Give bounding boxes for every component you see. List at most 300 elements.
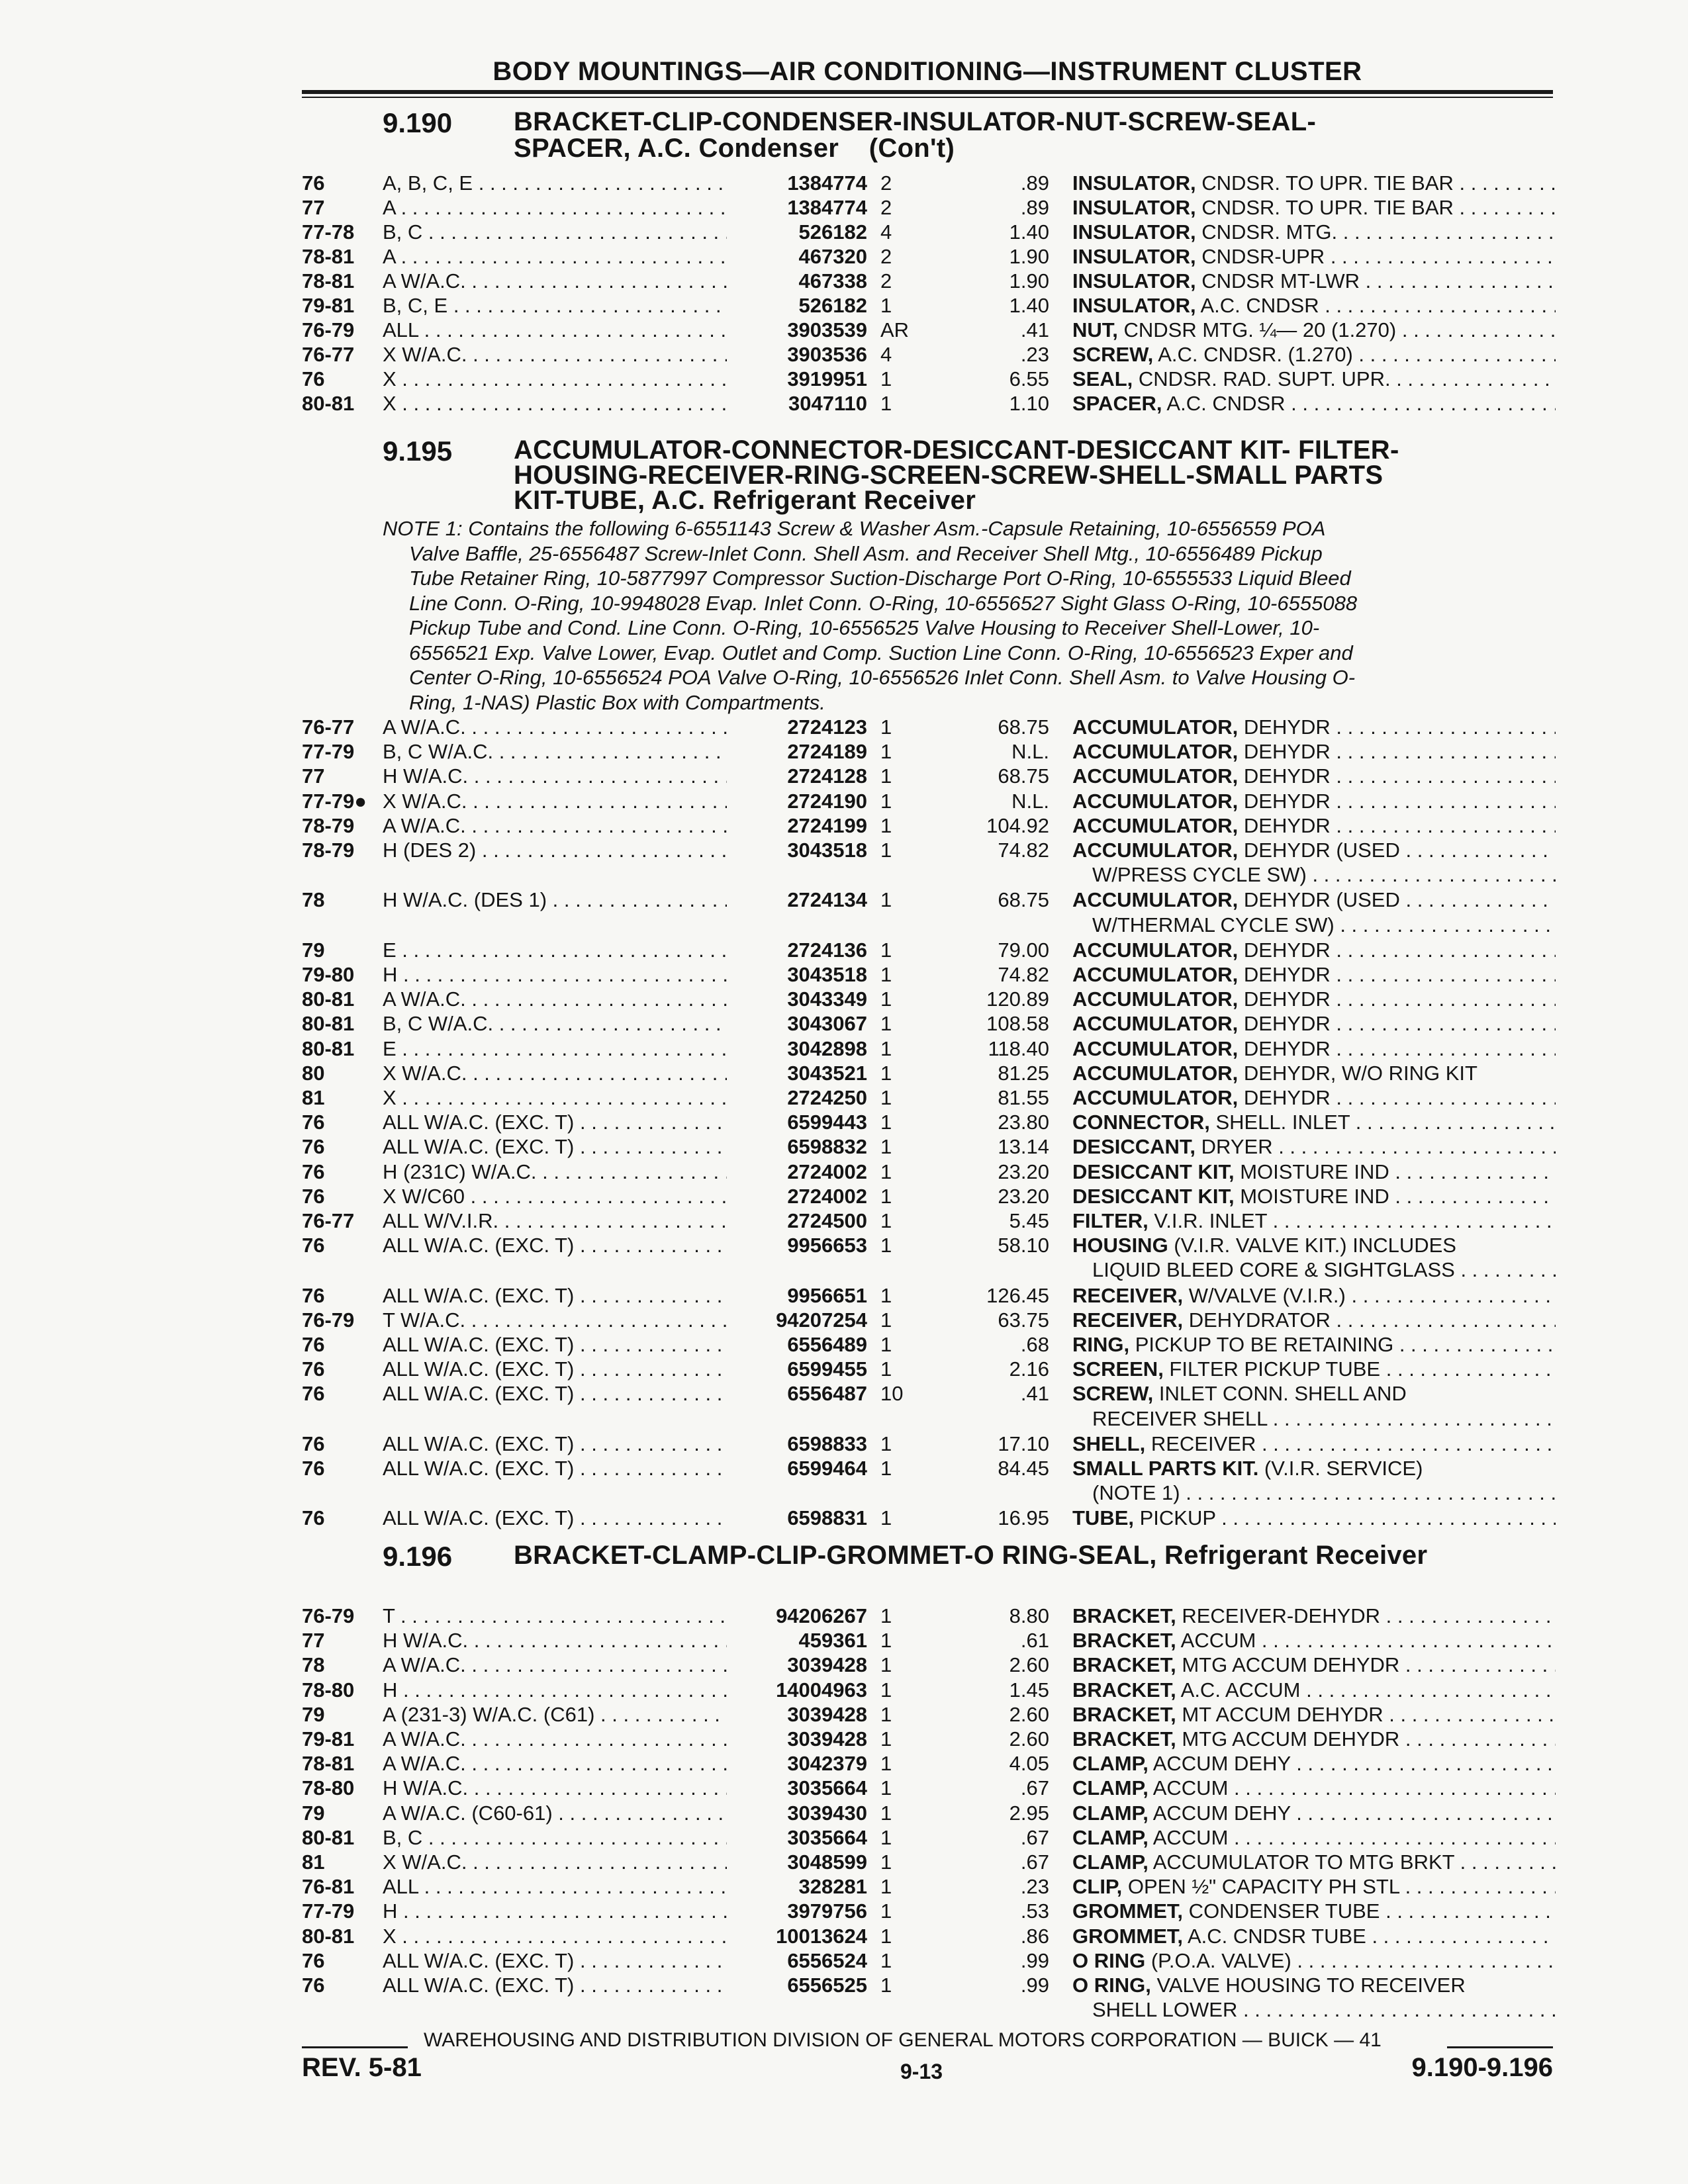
model-applicability: H (231C) W/A.C. . . . bbox=[383, 1160, 727, 1184]
part-number: 6599443 bbox=[787, 1111, 867, 1134]
quantity: 2 bbox=[880, 171, 892, 195]
part-description-continued: RECEIVER SHELL . . . bbox=[1092, 1406, 1556, 1431]
table-row bbox=[0, 962, 1688, 987]
price: 126.45 bbox=[986, 1283, 1049, 1307]
table-row bbox=[0, 1801, 1688, 1825]
table-row bbox=[0, 1776, 1688, 1800]
quantity: 1 bbox=[880, 1184, 892, 1208]
table-row bbox=[0, 195, 1688, 220]
model-applicability: X . . . bbox=[383, 1085, 727, 1110]
part-detail: MTG ACCUM DEHYDR bbox=[1176, 1727, 1400, 1751]
quantity: 1 bbox=[880, 1234, 892, 1257]
part-number: 3039428 bbox=[787, 1727, 867, 1751]
part-name: CLAMP, bbox=[1072, 1850, 1149, 1874]
part-number: 467338 bbox=[798, 269, 867, 293]
model-applicability: X W/A.C. . . . bbox=[383, 342, 727, 367]
part-name: ACCUMULATOR, bbox=[1072, 764, 1239, 788]
part-name: DESICCANT KIT, bbox=[1072, 1184, 1235, 1208]
model-years: 76 bbox=[302, 1948, 325, 1972]
quantity: 1 bbox=[880, 1678, 892, 1702]
quantity: 1 bbox=[880, 1776, 892, 1800]
table-row bbox=[0, 1332, 1688, 1357]
model-applicability: ALL W/A.C. (EXC. T) . . . bbox=[383, 1233, 727, 1257]
part-detail: CNDSR. TO UPR. TIE BAR bbox=[1196, 196, 1454, 219]
part-description bbox=[1072, 887, 1556, 912]
model-applicability: ALL W/A.C. (EXC. T) . . . bbox=[383, 1973, 727, 1997]
model-years: 80-81 bbox=[302, 987, 355, 1011]
quantity: 1 bbox=[880, 839, 892, 862]
part-number: 1384774 bbox=[787, 171, 867, 195]
part-name: INSULATOR, bbox=[1072, 245, 1196, 268]
part-description bbox=[1072, 813, 1556, 838]
part-number: 1384774 bbox=[787, 196, 867, 219]
model-years: 79-80 bbox=[302, 963, 355, 986]
part-detail: DEHYDR bbox=[1238, 987, 1331, 1011]
part-number: 3048599 bbox=[787, 1850, 867, 1874]
quantity: 1 bbox=[880, 715, 892, 739]
part-description bbox=[1072, 1801, 1556, 1825]
model-applicability: ALL W/A.C. (EXC. T) . . . bbox=[383, 1381, 727, 1406]
price: 1.90 bbox=[1009, 245, 1049, 268]
model-years: 76-79 bbox=[302, 1308, 355, 1332]
part-name: NUT, bbox=[1072, 318, 1118, 341]
price: 79.00 bbox=[998, 938, 1049, 962]
table-row bbox=[0, 1381, 1688, 1406]
model-applicability: B, C . . . bbox=[383, 1825, 727, 1850]
part-description bbox=[1072, 1332, 1556, 1357]
part-detail: MOISTURE IND bbox=[1234, 1184, 1389, 1208]
price: 2.16 bbox=[1009, 1357, 1049, 1381]
model-years: 76-79 bbox=[302, 1604, 355, 1627]
part-description bbox=[1072, 318, 1556, 342]
quantity: 1 bbox=[880, 1357, 892, 1381]
part-description bbox=[1072, 715, 1556, 739]
table-row bbox=[0, 367, 1688, 391]
quantity: 2 bbox=[880, 245, 892, 268]
part-number: 2724199 bbox=[787, 813, 867, 837]
model-applicability: E . . . bbox=[383, 1036, 727, 1061]
part-name: TUBE, bbox=[1072, 1506, 1134, 1530]
part-number: 2724002 bbox=[787, 1160, 867, 1183]
part-number: 6599455 bbox=[787, 1357, 867, 1381]
part-name: BRACKET, bbox=[1072, 1702, 1176, 1726]
model-applicability: T W/A.C. . . . bbox=[383, 1308, 727, 1332]
table-row bbox=[0, 1357, 1688, 1381]
quantity: 1 bbox=[880, 1333, 892, 1356]
part-detail: (V.I.R. VALVE KIT.) INCLUDES bbox=[1168, 1234, 1456, 1257]
quantity: 1 bbox=[880, 1850, 892, 1874]
part-name: BRACKET, bbox=[1072, 1604, 1176, 1627]
model-applicability: ALL W/A.C. (EXC. T) . . . bbox=[383, 1456, 727, 1480]
part-number: 526182 bbox=[798, 294, 867, 317]
part-name: INSULATOR, bbox=[1072, 196, 1196, 219]
section-title-line: SPACER, A.C. Condenser (Con't) bbox=[514, 134, 955, 163]
part-name: DESICCANT KIT, bbox=[1072, 1160, 1235, 1183]
model-years: 78 bbox=[302, 1653, 325, 1677]
section-title-line: KIT-TUBE, A.C. Refrigerant Receiver bbox=[514, 486, 976, 515]
part-description bbox=[1072, 1061, 1556, 1085]
part-name: ACCUMULATOR, bbox=[1072, 888, 1239, 912]
model-years: 77-79 bbox=[302, 1899, 355, 1923]
model-years: 79-81 bbox=[302, 294, 355, 317]
model-applicability: B, C W/A.C. . . . bbox=[383, 739, 727, 764]
part-description bbox=[1072, 838, 1556, 862]
quantity: 1 bbox=[880, 1506, 892, 1530]
model-years: 78 bbox=[302, 888, 325, 912]
model-applicability: X W/C60 . . . bbox=[383, 1184, 727, 1208]
part-detail: MT ACCUM DEHYDR bbox=[1176, 1702, 1383, 1726]
part-name: ACCUMULATOR, bbox=[1072, 740, 1239, 764]
part-detail: DEHYDR bbox=[1238, 789, 1331, 813]
quantity: 1 bbox=[880, 1974, 892, 1997]
quantity: 1 bbox=[880, 1308, 892, 1332]
model-years: 76 bbox=[302, 1974, 325, 1997]
part-description bbox=[1072, 367, 1556, 391]
part-description bbox=[1072, 1208, 1556, 1233]
note-line: Ring, 1-NAS) Plastic Box with Compartments. bbox=[409, 690, 825, 714]
model-applicability: H W/A.C. (DES 1) . . . bbox=[383, 887, 727, 912]
part-description bbox=[1072, 1456, 1556, 1480]
table-row bbox=[0, 938, 1688, 962]
part-description bbox=[1072, 1628, 1556, 1653]
part-name: O RING, bbox=[1072, 1974, 1151, 1997]
part-name: RING, bbox=[1072, 1333, 1130, 1356]
model-applicability: ALL W/A.C. (EXC. T) . . . bbox=[383, 1134, 727, 1159]
table-row bbox=[0, 1160, 1688, 1184]
part-detail: RECEIVER bbox=[1145, 1432, 1256, 1455]
model-years: 76 bbox=[302, 1382, 325, 1406]
section-range: 9.190-9.196 bbox=[1411, 2053, 1553, 2082]
part-number: 328281 bbox=[798, 1875, 867, 1899]
table-row bbox=[0, 1456, 1688, 1480]
part-name: BRACKET, bbox=[1072, 1678, 1176, 1702]
model-years: 80-81 bbox=[302, 392, 355, 415]
model-years: 80-81 bbox=[302, 1825, 355, 1849]
part-detail: MOISTURE IND bbox=[1234, 1160, 1389, 1183]
table-row bbox=[0, 1110, 1688, 1134]
table-row bbox=[0, 739, 1688, 764]
part-name: FILTER, bbox=[1072, 1209, 1149, 1232]
table-row bbox=[0, 1702, 1688, 1727]
quantity: 1 bbox=[880, 813, 892, 837]
table-row bbox=[0, 764, 1688, 788]
price: N.L. bbox=[1011, 789, 1049, 813]
price: 23.20 bbox=[998, 1160, 1049, 1183]
part-description bbox=[1072, 1110, 1556, 1134]
part-number: 2724002 bbox=[787, 1184, 867, 1208]
part-description bbox=[1072, 987, 1556, 1011]
part-description-continued: LIQUID BLEED CORE & SIGHTGLASS . . . bbox=[1092, 1257, 1556, 1282]
part-description bbox=[1072, 1948, 1556, 1973]
price: .41 bbox=[1020, 318, 1049, 341]
part-detail: DEHYDR bbox=[1238, 764, 1331, 788]
price: 68.75 bbox=[998, 888, 1049, 912]
part-detail: FILTER PICKUP TUBE bbox=[1163, 1357, 1381, 1381]
part-detail: DEHYDR bbox=[1238, 963, 1331, 986]
table-row bbox=[0, 1628, 1688, 1653]
price: .99 bbox=[1020, 1948, 1049, 1972]
quantity: 1 bbox=[880, 1629, 892, 1653]
part-name: SPACER, bbox=[1072, 392, 1162, 415]
table-row bbox=[0, 1948, 1688, 1973]
part-number: 3903539 bbox=[787, 318, 867, 341]
section-number: 9.196 bbox=[383, 1541, 453, 1572]
part-number: 2724128 bbox=[787, 764, 867, 788]
model-years: 78-81 bbox=[302, 269, 355, 293]
price: 58.10 bbox=[998, 1234, 1049, 1257]
price: 81.55 bbox=[998, 1086, 1049, 1109]
model-applicability: E . . . bbox=[383, 938, 727, 962]
part-description bbox=[1072, 1604, 1556, 1628]
table-row bbox=[0, 1850, 1688, 1874]
part-detail: DEHYDR bbox=[1238, 1012, 1331, 1036]
part-number: 526182 bbox=[798, 220, 867, 244]
table-row bbox=[0, 838, 1688, 862]
table-row bbox=[0, 1604, 1688, 1628]
part-number: 6598831 bbox=[787, 1506, 867, 1530]
part-number: 94206267 bbox=[776, 1604, 867, 1627]
quantity: 1 bbox=[880, 1727, 892, 1751]
model-years: 78-80 bbox=[302, 1678, 355, 1702]
table-row bbox=[0, 1208, 1688, 1233]
part-number: 3903536 bbox=[787, 343, 867, 366]
part-detail: V.I.R. INLET bbox=[1148, 1209, 1267, 1232]
part-number: 2724136 bbox=[787, 938, 867, 962]
part-description bbox=[1072, 171, 1556, 195]
section-title-line: BRACKET-CLIP-CONDENSER-INSULATOR-NUT-SCREW-SEAL- bbox=[514, 107, 1317, 136]
table-row bbox=[0, 269, 1688, 293]
section-title-line: ACCUMULATOR-CONNECTOR-DESICCANT-DESICCANT KIT- FILTER- bbox=[514, 435, 1399, 465]
model-years: 76-77 bbox=[302, 1209, 355, 1232]
model-applicability: H W/A.C. . . . bbox=[383, 1628, 727, 1653]
model-years: 76 bbox=[302, 1111, 325, 1134]
quantity: 1 bbox=[880, 1457, 892, 1480]
price: .61 bbox=[1020, 1629, 1049, 1653]
part-number: 3043349 bbox=[787, 987, 867, 1011]
part-description bbox=[1072, 764, 1556, 788]
part-number: 6556487 bbox=[787, 1382, 867, 1406]
quantity: 1 bbox=[880, 1061, 892, 1085]
part-detail: ACCUMULATOR TO MTG BRKT bbox=[1148, 1850, 1455, 1874]
model-applicability: H . . . bbox=[383, 1678, 727, 1702]
part-number: 3035664 bbox=[787, 1825, 867, 1849]
model-years: 76 bbox=[302, 171, 325, 195]
model-applicability: X . . . bbox=[383, 1924, 727, 1948]
table-row bbox=[0, 1506, 1688, 1530]
table-row bbox=[0, 1061, 1688, 1085]
table-row bbox=[0, 1727, 1688, 1751]
price: 74.82 bbox=[998, 963, 1049, 986]
price: .89 bbox=[1020, 196, 1049, 219]
model-applicability: A W/A.C. . . . bbox=[383, 1751, 727, 1776]
part-detail: CNDSR-UPR bbox=[1196, 245, 1325, 268]
model-applicability: X . . . bbox=[383, 391, 727, 416]
table-row bbox=[0, 1924, 1688, 1948]
price: 81.25 bbox=[998, 1061, 1049, 1085]
part-detail: DEHYDR bbox=[1238, 1036, 1331, 1060]
part-description bbox=[1072, 1357, 1556, 1381]
part-number: 3043518 bbox=[787, 963, 867, 986]
part-name: BRACKET, bbox=[1072, 1629, 1176, 1653]
model-years: 76 bbox=[302, 1357, 325, 1381]
model-years: 77-78 bbox=[302, 220, 355, 244]
part-name: CLIP, bbox=[1072, 1875, 1123, 1899]
table-row bbox=[0, 171, 1688, 195]
part-description bbox=[1072, 789, 1556, 813]
part-name: ACCUMULATOR, bbox=[1072, 813, 1239, 837]
model-years: 76 bbox=[302, 1432, 325, 1455]
table-row bbox=[0, 1825, 1688, 1850]
table-row bbox=[0, 1134, 1688, 1159]
table-row bbox=[0, 1184, 1688, 1208]
part-number: 6598832 bbox=[787, 1135, 867, 1159]
table-row bbox=[0, 1036, 1688, 1061]
part-description bbox=[1072, 342, 1556, 367]
part-number: 3039428 bbox=[787, 1702, 867, 1726]
model-applicability: B, C . . . bbox=[383, 220, 727, 244]
model-applicability: H W/A.C. . . . bbox=[383, 1776, 727, 1800]
part-name: DESICCANT, bbox=[1072, 1135, 1196, 1159]
part-number: 10013624 bbox=[776, 1924, 867, 1948]
part-number: 6556524 bbox=[787, 1948, 867, 1972]
part-description bbox=[1072, 1751, 1556, 1776]
part-name: SMALL PARTS KIT. bbox=[1072, 1457, 1259, 1480]
part-description bbox=[1072, 1702, 1556, 1727]
quantity: 1 bbox=[880, 1653, 892, 1677]
part-name: CLAMP, bbox=[1072, 1752, 1149, 1776]
model-applicability: X W/A.C. . . . bbox=[383, 1061, 727, 1085]
part-detail: CNDSR MTG. ¼— 20 (1.270) bbox=[1117, 318, 1397, 341]
part-detail: A.C. CNDSR bbox=[1196, 294, 1319, 317]
model-applicability: A W/A.C. . . . bbox=[383, 813, 727, 838]
part-name: ACCUMULATOR, bbox=[1072, 1036, 1239, 1060]
model-years: 78-79 bbox=[302, 813, 355, 837]
part-name: CLAMP, bbox=[1072, 1776, 1149, 1800]
price: 63.75 bbox=[998, 1308, 1049, 1332]
part-name: ACCUMULATOR, bbox=[1072, 1061, 1239, 1085]
part-detail: ACCUM bbox=[1176, 1629, 1256, 1653]
part-detail: SHELL. INLET bbox=[1209, 1111, 1350, 1134]
part-number: 3047110 bbox=[788, 392, 867, 415]
table-row bbox=[0, 1678, 1688, 1702]
part-name: RECEIVER, bbox=[1072, 1283, 1184, 1307]
part-detail: DRYER bbox=[1196, 1135, 1273, 1159]
quantity: 4 bbox=[880, 220, 892, 244]
price: .53 bbox=[1020, 1899, 1049, 1923]
model-applicability: B, C W/A.C. . . . bbox=[383, 1011, 727, 1036]
model-applicability: H . . . bbox=[383, 962, 727, 987]
part-number: 2724189 bbox=[787, 740, 867, 764]
model-years: 77 bbox=[302, 764, 325, 788]
quantity: 2 bbox=[880, 269, 892, 293]
price: 74.82 bbox=[998, 839, 1049, 862]
quantity: 1 bbox=[880, 1283, 892, 1307]
part-detail: CNDSR. MTG. bbox=[1196, 220, 1338, 244]
part-name: SEAL, bbox=[1072, 367, 1133, 390]
quantity: 1 bbox=[880, 963, 892, 986]
model-applicability: H . . . bbox=[383, 1899, 727, 1923]
price: 1.40 bbox=[1009, 294, 1049, 317]
part-detail: (V.I.R. SERVICE) bbox=[1258, 1457, 1423, 1480]
model-applicability: ALL . . . bbox=[383, 318, 727, 342]
model-years: 81 bbox=[302, 1086, 325, 1109]
part-number: 9956651 bbox=[787, 1283, 867, 1307]
part-description bbox=[1072, 391, 1556, 416]
model-applicability: A W/A.C. . . . bbox=[383, 987, 727, 1011]
note-line: Tube Retainer Ring, 10-5877997 Compressor Suction-Discharge Port O-Ring, 10-6555533 Liquid Bleed bbox=[409, 567, 1351, 590]
part-name: INSULATOR, bbox=[1072, 294, 1196, 317]
model-applicability: ALL . . . bbox=[383, 1874, 727, 1899]
part-description-continued: W/PRESS CYCLE SW) . . . bbox=[1092, 862, 1556, 887]
part-name: SCREW, bbox=[1072, 1382, 1154, 1406]
model-years: 80 bbox=[302, 1061, 325, 1085]
part-description bbox=[1072, 1233, 1556, 1257]
model-years: 79 bbox=[302, 1702, 325, 1726]
model-applicability: A, B, C, E . . . bbox=[383, 171, 727, 195]
section-number: 9.195 bbox=[383, 435, 453, 467]
note-line: 6556521 Exp. Valve Lower, Evap. Outlet and Comp. Suction Line Conn. O-Ring, 10-6556523 Exper and bbox=[409, 641, 1353, 664]
part-detail: DEHYDR, W/O RING KIT bbox=[1238, 1061, 1477, 1085]
part-number: 2724250 bbox=[787, 1086, 867, 1109]
model-years: 77 bbox=[302, 1629, 325, 1653]
quantity: 1 bbox=[880, 789, 892, 813]
part-detail: ACCUM bbox=[1148, 1776, 1229, 1800]
part-description bbox=[1072, 1924, 1556, 1948]
note-line: Center O-Ring, 10-6556524 POA Valve O-Ring, 10-6556526 Inlet Conn. Shell Asm. to Valve Housing O- bbox=[409, 666, 1356, 689]
note-line: Line Conn. O-Ring, 10-9948028 Evap. Inlet Conn. O-Ring, 10-6556527 Sight Glass O-Ring, 10-6555088 bbox=[409, 591, 1358, 615]
model-years: 79-81 bbox=[302, 1727, 355, 1751]
price: 108.58 bbox=[986, 1012, 1049, 1036]
part-detail: DEHYDRATOR bbox=[1183, 1308, 1331, 1332]
part-description bbox=[1072, 1308, 1556, 1332]
model-years: 76-81 bbox=[302, 1875, 355, 1899]
price: .67 bbox=[1020, 1776, 1049, 1800]
price: 23.20 bbox=[998, 1184, 1049, 1208]
model-applicability: ALL W/A.C. (EXC. T) . . . bbox=[383, 1506, 727, 1530]
part-name: ACCUMULATOR, bbox=[1072, 1086, 1239, 1109]
price: 5.45 bbox=[1009, 1209, 1049, 1232]
quantity: 1 bbox=[880, 888, 892, 912]
part-name: RECEIVER, bbox=[1072, 1308, 1184, 1332]
part-number: 6556489 bbox=[787, 1333, 867, 1356]
model-applicability: T . . . bbox=[383, 1604, 727, 1628]
footer-rule bbox=[302, 2046, 408, 2048]
part-detail: CNDSR MT-LWR bbox=[1196, 269, 1360, 293]
part-description bbox=[1072, 1036, 1556, 1061]
part-description bbox=[1072, 1653, 1556, 1677]
part-number: 6598833 bbox=[787, 1432, 867, 1455]
model-years: 78-81 bbox=[302, 1752, 355, 1776]
quantity: 1 bbox=[880, 1924, 892, 1948]
part-name: SCREW, bbox=[1072, 343, 1154, 366]
quantity: 1 bbox=[880, 1036, 892, 1060]
part-description bbox=[1072, 1134, 1556, 1159]
part-number: 2724190 bbox=[787, 789, 867, 813]
table-row bbox=[0, 813, 1688, 838]
model-years: 78-79 bbox=[302, 839, 355, 862]
quantity: 1 bbox=[880, 987, 892, 1011]
part-number: 3979756 bbox=[787, 1899, 867, 1923]
part-description bbox=[1072, 1973, 1556, 1997]
price: 23.80 bbox=[998, 1111, 1049, 1134]
part-detail: CNDSR. RAD. SUPT. UPR. bbox=[1133, 367, 1391, 390]
part-description bbox=[1072, 1506, 1556, 1530]
part-detail: CONDENSER TUBE bbox=[1183, 1899, 1380, 1923]
part-number: 6556525 bbox=[787, 1974, 867, 1997]
model-years: 76 bbox=[302, 367, 325, 390]
price: 8.80 bbox=[1009, 1604, 1049, 1627]
part-description bbox=[1072, 269, 1556, 293]
